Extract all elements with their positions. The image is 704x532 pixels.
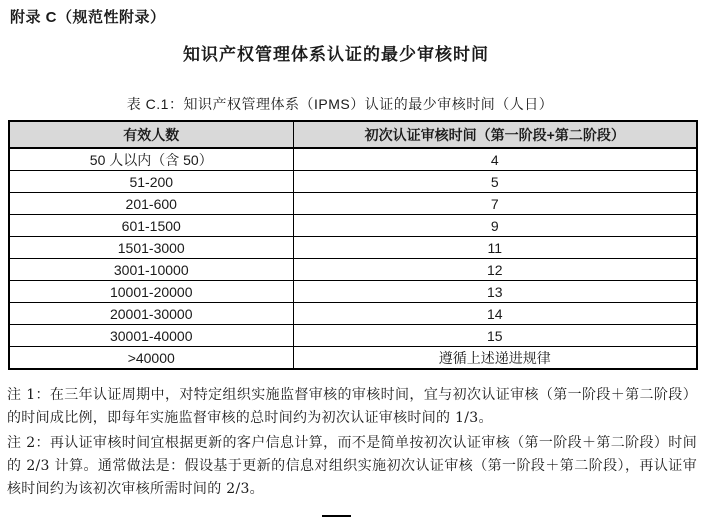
page-break-rule <box>322 515 351 517</box>
cell-people-range: 601-1500 <box>9 215 293 237</box>
cell-people-range: 1501-3000 <box>9 237 293 259</box>
table-row <box>9 148 697 171</box>
table-row <box>9 171 697 193</box>
appendix-title: 附录 C（规范性附录） <box>10 9 166 26</box>
cell-audit-days: 15 <box>293 325 697 347</box>
table-row <box>9 259 697 281</box>
footnotes <box>7 384 697 503</box>
table-row <box>9 325 697 347</box>
cell-audit-days: 5 <box>293 171 697 193</box>
note-1: 注 1：在三年认证周期中，对特定组织实施监督审核的审核时间，宜与初次认证审核（第一阶段＋第二阶段）的时间成比例，即每年实施监督审核的总时间约为初次认证审核时间的 1/3。 <box>7 387 697 426</box>
cell-people-range: 3001-10000 <box>9 259 293 281</box>
table-row <box>9 303 697 325</box>
cell-people-range: 201-600 <box>9 193 293 215</box>
cell-people-range: 10001-20000 <box>9 281 293 303</box>
cell-people-range: >40000 <box>9 347 293 370</box>
cell-audit-days: 4 <box>293 148 697 171</box>
cell-people-range: 20001-30000 <box>9 303 293 325</box>
cell-people-range: 30001-40000 <box>9 325 293 347</box>
cell-audit-days: 12 <box>293 259 697 281</box>
col-header-initial-audit-time: 初次认证审核时间（第一阶段+第二阶段） <box>293 121 697 148</box>
cell-people-range: 50 人以内（含 50） <box>9 148 293 171</box>
note-2: 注 2：再认证审核时间宜根据更新的客户信息计算，而不是简单按初次认证审核（第一阶段＋第二阶段）时间的 2/3 计算。通常做法是：假设基于更新的信息对组织实施初次认证审核（第一阶段＋第二阶段），再认证审核时间约为该初次审核所需时间的 2/3。 <box>7 435 697 497</box>
cell-audit-days: 9 <box>293 215 697 237</box>
doc-subtitle: 知识产权管理体系认证的最少审核时间 <box>183 45 489 64</box>
cell-people-range: 51-200 <box>9 171 293 193</box>
table-caption: 表 C.1：知识产权管理体系（IPMS）认证的最少审核时间（人日） <box>126 96 554 112</box>
table-row <box>9 193 697 215</box>
audit-time-table <box>8 120 698 370</box>
table-row <box>9 215 697 237</box>
table-row <box>9 281 697 303</box>
cell-audit-days: 14 <box>293 303 697 325</box>
cell-audit-days: 13 <box>293 281 697 303</box>
table-header-row <box>9 121 697 148</box>
cell-audit-days: 7 <box>293 193 697 215</box>
table-row <box>9 237 697 259</box>
cell-audit-days: 遵循上述递进规律 <box>293 347 697 370</box>
cell-audit-days: 11 <box>293 237 697 259</box>
table-row <box>9 347 697 370</box>
col-header-effective-personnel: 有效人数 <box>9 121 293 148</box>
